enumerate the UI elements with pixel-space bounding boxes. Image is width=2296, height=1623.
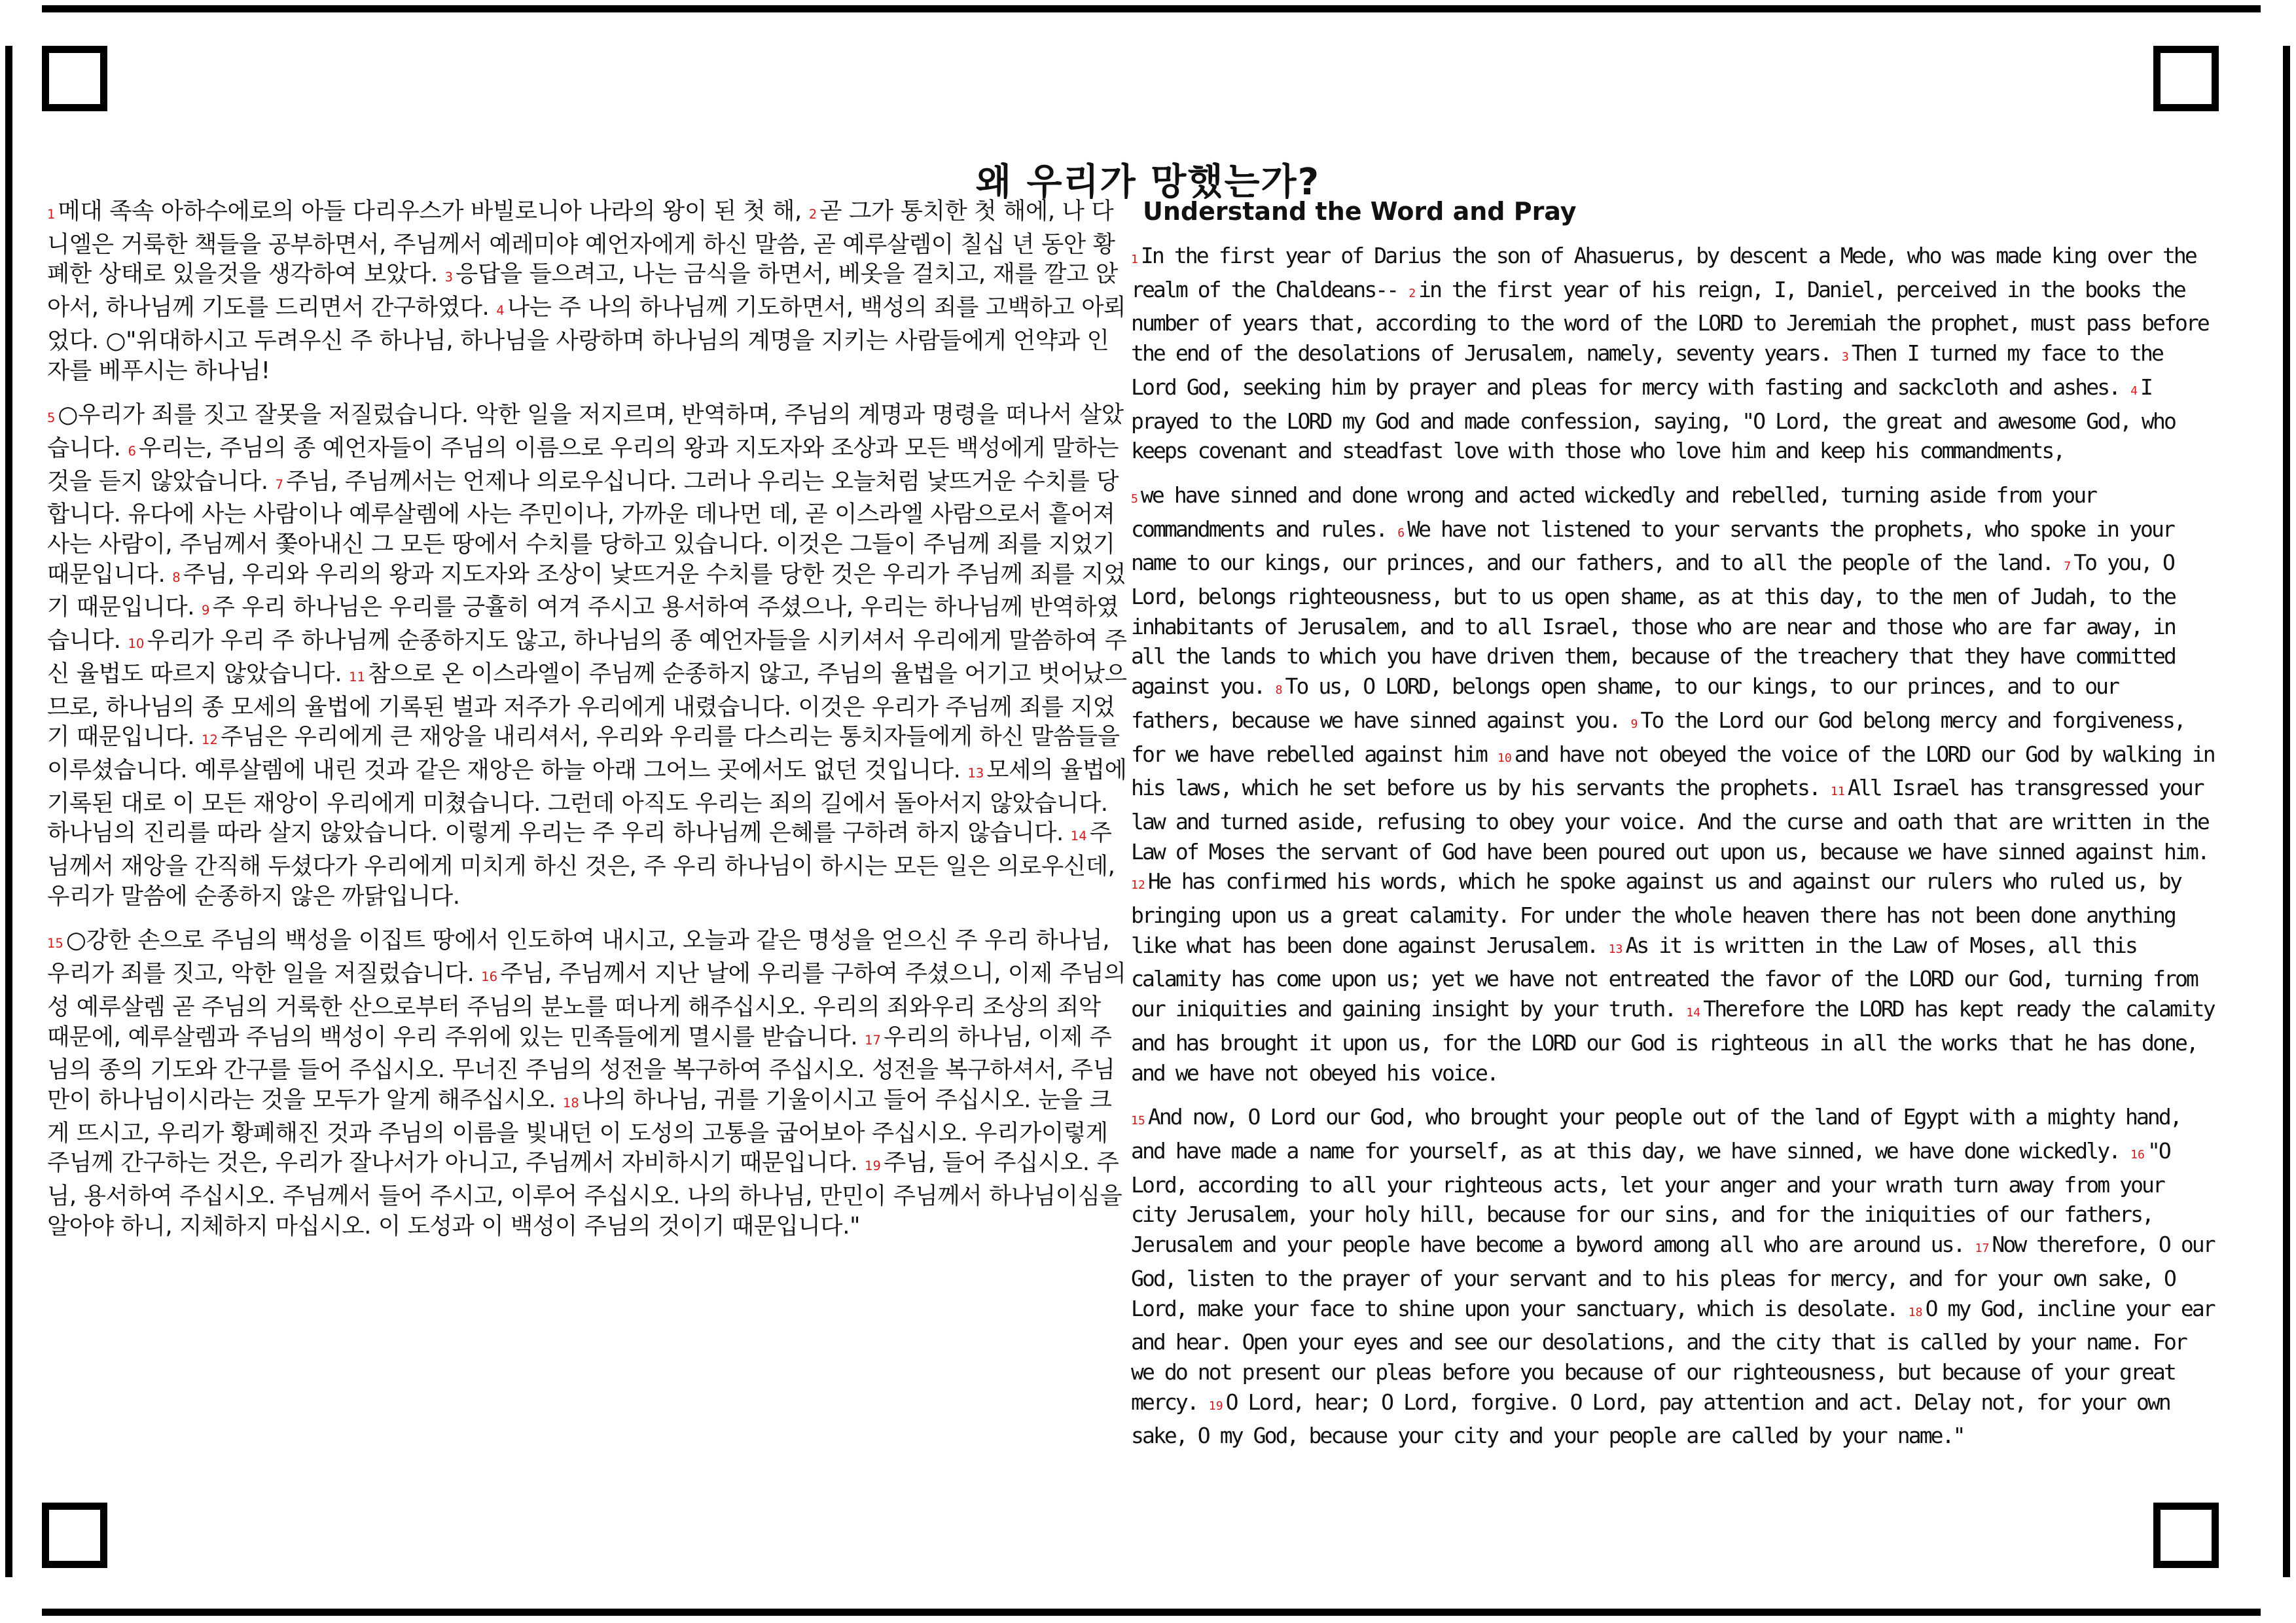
verse-number: 14: [1686, 1006, 1701, 1020]
verse-text: ○강한 손으로 주님의 백성을 이집트 땅에서 인도하여 내시고, 오늘과 같은 명성을 얻으신 주 우리 하나님, 우리가 죄를 짓고, 악한 일을 저질렀습니다.: [47, 927, 1110, 988]
verse-text: ○우리가 죄를 짓고 잘못을 저질렀습니다. 악한 일을 저지르며, 반역하며, 주님의 계명과 명령을 떠나서 살았습니다.: [47, 401, 1124, 461]
verse-text: 응답을 들으려고, 나는 금식을 하면서, 베옷을 걸치고, 재를 깔고 앉아서, 하나님께 기도를 드리면서 간구하였다.: [47, 260, 1118, 321]
verse-number: 9: [202, 603, 210, 618]
verse-text: I prayed to the LORD my God and made confession, saying, "O Lord, the great and awesome God, who keeps covenant and steadfast love with those who love him and keep his commandments,: [1131, 374, 2175, 464]
verse-text: Now therefore, O our God, listen to the prayer of your servant and to his pleas for mercy, and for your own sake, O Lord, make your face to shine upon your sanctuary, which is desolate.: [1131, 1232, 2214, 1321]
corner-square-bottom-right: [2153, 1503, 2219, 1568]
paragraph: [47, 925, 1127, 1241]
verse-text: 주님은 우리에게 큰 재앙을 내리셔서, 우리와 우리를 다스리는 통치자들에게 하신 말씀들을 이루셨습니다. 예루살렘에 내린 것과 같은 재앙은 하늘 아래 그어느 곳에서도 없던 것입니다.: [47, 723, 1120, 783]
verse-number: 18: [562, 1095, 579, 1111]
verse-text: we have sinned and done wrong and acted wickedly and rebelled, turning aside from your commandments and rules.: [1131, 482, 2096, 542]
verse-number: 15: [47, 936, 63, 952]
verse-number: 11: [1830, 785, 1845, 799]
verse-text: 모세의 율법에 기록된 대로 이 모든 재앙이 우리에게 미쳤습니다. 그런데 아직도 우리는 죄의 길에서 돌아서지 않았습니다. 하나님의 진리를 따라 살지 않았습니다. 이렇게 우리는 주 우리 하나님께 은혜를 구하려 하지 않습니다.: [47, 756, 1127, 847]
english-text-column: [1131, 196, 2217, 1465]
verse-text: O my God, incline your ear and hear. Open your eyes and see our desolations, and the city that is called by your name. For we do not present our pleas before you because of our righteousness, but because of your great mercy.: [1131, 1295, 2214, 1415]
corner-square-top-left: [42, 46, 107, 111]
verse-text: 메대 족속 아하수에로의 아들 다리우스가 바빌로니아 나라의 왕이 된 첫 해,: [58, 198, 802, 224]
english-body: [1131, 241, 2217, 1451]
corner-square-bottom-left: [42, 1503, 107, 1568]
verse-text: 주님, 우리와 우리의 왕과 지도자와 조상이 낯뜨거운 수치를 당한 것은 우리가 주님께 죄를 지었기 때문입니다.: [47, 560, 1126, 621]
verse-number: 14: [1070, 829, 1087, 844]
verse-text: Then I turned my face to the Lord God, seeking him by prayer and pleas for mercy with fasting and sackcloth and ashes.: [1131, 340, 2162, 400]
verse-number: 3: [444, 270, 454, 285]
verse-number: 19: [865, 1158, 881, 1174]
verse-number: 17: [1975, 1241, 1990, 1256]
page-title: 왜 우리가 망했는가?: [975, 160, 1321, 204]
verse-text: 우리는, 주님의 종 예언자들이 주님의 이름으로 우리의 왕과 지도자와 조상과 모든 백성에게 말하는 것을 듣지 않았습니다.: [47, 434, 1119, 495]
verse-number: 6: [128, 443, 136, 459]
verse-text: and have not obeyed the voice of the LORD our God by walking in his laws, which he set before us by his servants the prophets.: [1131, 741, 2214, 801]
verse-text: 나의 하나님, 귀를 기울이시고 들어 주십시오. 눈을 크게 뜨시고, 우리가 황폐해진 것과 주님의 이름을 빛내던 이 도성의 고통을 굽어보아 주십시오. 우리가이렇게 주님께 간구하는 것은, 우리가 잘나서가 아니고, 주님께서 자비하시기 때문입니다.: [47, 1086, 1112, 1177]
verse-number: 10: [128, 636, 145, 652]
verse-number: 5: [1131, 491, 1138, 506]
paragraph: [1131, 1102, 2217, 1451]
verse-number: 8: [172, 569, 181, 585]
verse-text: "O Lord, according to all your righteous acts, let your anger and your wrath turn away from your city Jerusalem, your holy hill, because for our sins, and for the iniquities of our fathers, Jerusalem and your people have become a byword among all who are around us.: [1131, 1137, 2170, 1258]
verse-text: To the Lord our God belong mercy and forgiveness, for we have rebelled against him: [1131, 707, 2185, 767]
verse-text: To you, O Lord, belongs righteousness, but to us open shame, as at this day, to the men of Judah, to the inhabitants of Jerusalem, and to all Israel, those who are near and those who are far away, in all the lands to which you have driven them, because of the treachery that they have committed against you.: [1131, 550, 2175, 700]
verse-text: 주님, 주님께서는 언제나 의로우십니다. 그러나 우리는 오늘처럼 낯뜨거운 수치를 당합니다. 유다에 사는 사람이나 예루살렘에 사는 주민이나, 가까운 데나먼 데, 곧 이스라엘 사람으로서 흩어져 사는 사람이, 주님께서 쫓아내신 그 모든 땅에서 수치를 당하고 있습니다. 이것은 그들이 주님께 죄를 지었기 때문입니다.: [47, 467, 1119, 588]
paragraph: [1131, 480, 2217, 1088]
frame-bottom-line: [42, 1609, 2261, 1616]
verse-number: 15: [1131, 1114, 1145, 1128]
verse-text: To us, O LORD, belongs open shame, to our kings, to our princes, and to our fathers, because we have sinned against you.: [1131, 673, 2119, 733]
verse-number: 9: [1630, 717, 1638, 731]
verse-number: 1: [47, 207, 56, 222]
verse-number: 3: [1841, 350, 1849, 365]
verse-text: 우리의 하나님, 이제 주님의 종의 기도와 간구를 들어 주십시오. 무너진 주님의 성전을 복구하여 주십시오. 성전을 복구하셔서, 주님만이 하나님이시라는 것을 모두가 알게 해주십시오.: [47, 1023, 1115, 1113]
verse-number: 12: [1131, 878, 1145, 893]
verse-number: 13: [967, 765, 984, 781]
corner-square-top-right: [2153, 46, 2219, 111]
verse-number: 2: [808, 207, 817, 222]
verse-number: 16: [481, 969, 498, 985]
verse-text: He has confirmed his words, which he spoke against us and against our rulers who ruled us, by bringing upon us a great calamity. For under the whole heaven there has not been done anything like what has been done against Jerusalem.: [1131, 868, 2181, 958]
verse: [47, 723, 1120, 783]
verse-text: O Lord, hear; O Lord, forgive. O Lord, pay attention and act. Delay not, for your own sake, O my God, because your city and your people are called by your name.": [1131, 1389, 2170, 1449]
paragraph: [47, 400, 1127, 911]
verse-text: We have not listened to your servants the prophets, who spoke in your name to our kings, our princes, and our fathers, and to all the people of the land.: [1131, 516, 2174, 576]
verse-text: 곧 그가 통치한 첫 해에, 나 다니엘은 거룩한 책들을 공부하면서, 주님께서 예레미야 예언자에게 하신 말씀, 곧 예루살렘이 칠십 년 동안 황폐한 상태로 있을것을 생각하여 보았다.: [47, 198, 1115, 288]
verse-number: 19: [1208, 1399, 1223, 1413]
verse-text: In the first year of Darius the son of Ahasuerus, by descent a Mede, who was made king over the realm of the Chaldeans--: [1131, 243, 2196, 302]
verse: [1131, 1389, 2170, 1449]
frame-left-line: [5, 46, 12, 1577]
verse-number: 4: [496, 303, 505, 319]
verse-text: 나는 주 나의 하나님께 기도하면서, 백성의 죄를 고백하고 아뢰었다. ○"위대하시고 두려우신 주 하나님, 하나님을 사랑하며 하나님의 계명을 지키는 사람들에게 언약과 인자를 베푸시는 하나님!: [47, 294, 1126, 384]
verse-number: 2: [1408, 286, 1416, 300]
korean-text-column: [47, 196, 1127, 1256]
verse-text: Therefore the LORD has kept ready the calamity and has brought it upon us, for the LORD our God is righteous in all the works that he has done, and we have not obeyed his voice.: [1131, 996, 2214, 1086]
verse-number: 17: [865, 1032, 881, 1048]
verse-number: 1: [1131, 253, 1138, 266]
verse-text: And now, O Lord our God, who brought your people out of the land of Egypt with a mighty hand, and have made a name for yourself, as at this day, we have sinned, we have done wickedly.: [1131, 1104, 2181, 1164]
verse-text: All Israel has transgressed your law and turned aside, refusing to obey your voice. And the curse and oath that are written in the Law of Moses the servant of God have been poured out upon us, because we have sinned against him.: [1131, 775, 2208, 865]
verse-text: 주님, 들어 주십시오. 주님, 용서하여 주십시오. 주님께서 들어 주시고, 이루어 주십시오. 나의 하나님, 만민이 주님께서 하나님이심을 알아야 하니, 지체하지 마십시오. 이 도성과 이 백성이 주님의 것이기 때문입니다.": [47, 1149, 1122, 1240]
verse-text: 참으로 온 이스라엘이 주님께 순종하지 않고, 주님의 율법을 어기고 벗어났으므로, 하나님의 종 모세의 율법에 기록된 벌과 저주가 우리에게 내렸습니다. 이것은 우리가 주님께 죄를 지었기 때문입니다.: [47, 660, 1127, 751]
verse-text: 우리가 우리 주 하나님께 순종하지도 않고, 하나님의 종 예언자들을 시키셔서 우리에게 말씀하여 주신 율법도 따르지 않았습니다.: [47, 627, 1127, 687]
english-heading: Understand the Word and Pray: [1143, 197, 1577, 226]
verse-number: 18: [1908, 1305, 1923, 1319]
verse-text: in the first year of his reign, I, Daniel, perceived in the books the number of years that, according to the word of the LORD to Jeremiah the prophet, must pass before the end of the desolations of Jerusalem, namely, seventy years.: [1131, 276, 2208, 366]
verse: [47, 198, 802, 224]
verse-text: 주님, 주님께서 지난 날에 우리를 구하여 주셨으니, 이제 주님의 성 예루살렘 곧 주님의 거룩한 산으로부터 주님의 분노를 떠나게 해주십시오. 우리의 죄와우리 조상의 죄악 때문에, 예루살렘과 주님의 백성이 우리 주위에 있는 민족들에게 멸시를 받습니다.: [47, 960, 1126, 1050]
verse-number: 12: [202, 732, 218, 748]
verse: [1131, 1104, 2181, 1164]
paragraph: [1131, 241, 2217, 466]
verse-number: 6: [1397, 526, 1405, 540]
verse-number: 8: [1275, 683, 1283, 698]
paragraph: [47, 196, 1127, 385]
frame-right-line: [2283, 46, 2290, 1577]
verse-text: As it is written in the Law of Moses, all this calamity has come upon us; yet we have not entreated the favor of the LORD our God, turning from our iniquities and gaining insight by your truth.: [1131, 932, 2197, 1022]
verse-text: 주님께서 재앙을 간직해 두셨다가 우리에게 미치게 하신 것은, 주 우리 하나님이 하시는 모든 일은 의로우신데, 우리가 말씀에 순종하지 않은 까닭입니다.: [47, 819, 1115, 910]
verse-number: 16: [2130, 1147, 2145, 1162]
verse-number: 7: [2064, 560, 2072, 574]
verse-number: 5: [47, 410, 56, 426]
verse-number: 11: [349, 669, 365, 685]
verse-text: 주 우리 하나님은 우리를 긍휼히 여겨 주시고 용서하여 주셨으나, 우리는 하나님께 반역하였습니다.: [47, 594, 1119, 654]
verse-number: 10: [1497, 751, 1512, 765]
verse-number: 7: [275, 476, 284, 492]
verse-number: 4: [2130, 383, 2138, 398]
verse-number: 13: [1608, 942, 1623, 956]
frame-top-line: [42, 5, 2261, 12]
